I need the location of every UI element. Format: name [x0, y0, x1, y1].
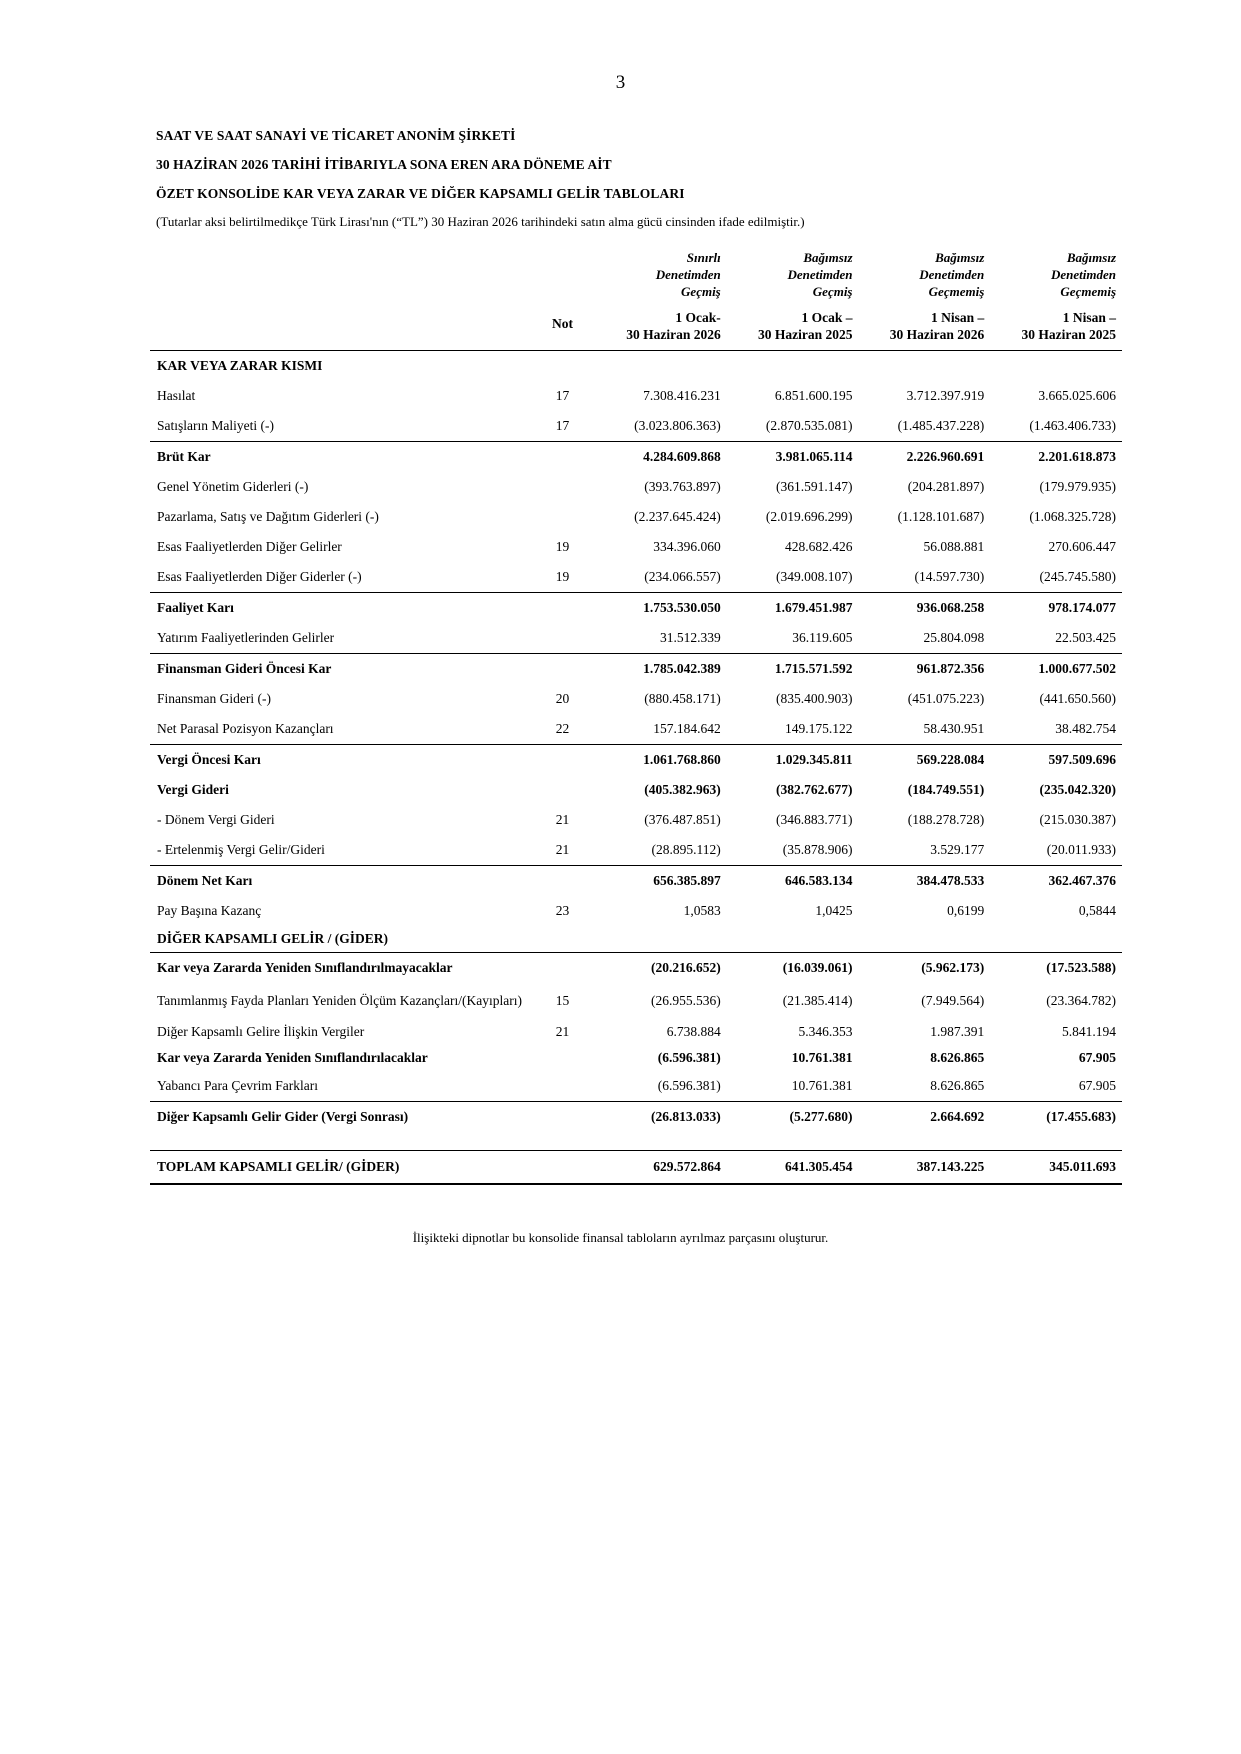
row-value: (361.591.147) [776, 479, 853, 494]
audit-status-header: Bağımsız Denetimden Geçmiş [787, 249, 853, 299]
row-label: TOPLAM KAPSAMLI GELİR/ (GİDER) [150, 1151, 530, 1185]
table-row [150, 502, 1122, 532]
row-value [727, 926, 859, 953]
row-value [595, 1132, 727, 1151]
header-blank [150, 246, 530, 302]
table-row [150, 1151, 1122, 1185]
row-note [530, 502, 595, 532]
row-value: 3.665.025.606 [1038, 388, 1116, 403]
row-value: 1.029.345.811 [727, 745, 859, 776]
row-value: 5.841.194 [1062, 1024, 1116, 1039]
row-value: (1.463.406.733) [1029, 418, 1116, 433]
header-blank [150, 302, 530, 351]
row-value [727, 1132, 859, 1151]
row-label: Satışların Maliyeti (-) [157, 418, 274, 433]
row-value: (7.949.564) [921, 993, 985, 1008]
row-value: 0,6199 [947, 903, 985, 918]
row-value [595, 926, 727, 953]
row-value: 629.572.864 [595, 1151, 727, 1185]
table-row [150, 472, 1122, 502]
row-value: (179.979.935) [1039, 479, 1116, 494]
row-value: 641.305.454 [727, 1151, 859, 1185]
row-value [859, 1132, 991, 1151]
footnote: İlişikteki dipnotlar bu konsolide finansal tabloların ayrılmaz parçasını oluşturur. [412, 1230, 829, 1245]
statement-title: ÖZET KONSOLİDE KAR VEYA ZARAR VE DİĞER KAPSAMLI GELİR TABLOLARI [156, 186, 685, 201]
row-value: (16.039.061) [727, 953, 859, 984]
row-value: 5.346.353 [798, 1024, 853, 1039]
period-header: 1 Ocak- 30 Haziran 2026 [595, 302, 727, 351]
row-value: (28.895.112) [651, 842, 721, 857]
table-row [150, 684, 1122, 714]
row-label: Vergi Öncesi Karı [150, 745, 530, 776]
row-note: 21 [555, 842, 570, 857]
row-value: (5.277.680) [727, 1102, 859, 1133]
row-value: (1.485.437.228) [897, 418, 985, 433]
row-value: 1,0583 [683, 903, 721, 918]
row-note [530, 351, 595, 382]
row-label: Pazarlama, Satış ve Dağıtım Giderleri (-) [157, 509, 379, 524]
row-value: 7.308.416.231 [643, 388, 721, 403]
row-label: Dönem Net Karı [150, 866, 530, 897]
row-value: 1,0425 [815, 903, 853, 918]
row-value: 67.905 [1078, 1078, 1116, 1093]
row-value: (17.455.683) [990, 1102, 1122, 1133]
row-value: 6.851.600.195 [774, 388, 853, 403]
table-row [150, 1045, 1122, 1071]
row-note: 22 [555, 721, 570, 736]
row-label: Faaliyet Karı [150, 593, 530, 624]
row-value: (235.042.320) [1039, 782, 1116, 797]
table-row [150, 442, 1122, 473]
row-value: 961.872.356 [859, 654, 991, 685]
row-value: 569.228.084 [859, 745, 991, 776]
table-row [150, 1019, 1122, 1045]
row-note [530, 1151, 595, 1185]
row-value: (26.955.536) [651, 993, 721, 1008]
row-value: (184.749.551) [907, 782, 985, 797]
row-value: (204.281.897) [907, 479, 985, 494]
table-row [150, 654, 1122, 685]
row-label [150, 1132, 530, 1151]
page-number: 3 [615, 72, 626, 93]
row-value: 149.175.122 [785, 721, 853, 736]
row-note: 17 [555, 388, 570, 403]
row-value: 1.785.042.389 [595, 654, 727, 685]
row-value: 428.682.426 [785, 539, 853, 554]
spacer-row [150, 1132, 1122, 1151]
row-note: 21 [555, 1024, 570, 1039]
table-row [150, 381, 1122, 411]
row-value: (5.962.173) [859, 953, 991, 984]
row-label: Brüt Kar [150, 442, 530, 473]
row-value: (2.019.696.299) [765, 509, 853, 524]
row-value: 10.761.381 [791, 1078, 853, 1093]
row-value: 1.061.768.860 [595, 745, 727, 776]
row-note [530, 1132, 595, 1151]
table-row [150, 805, 1122, 835]
row-value: (451.075.223) [907, 691, 985, 706]
row-label: Kar veya Zararda Yeniden Sınıflandırılmayacaklar [150, 953, 530, 984]
row-value: 1.679.451.987 [727, 593, 859, 624]
table-row [150, 835, 1122, 866]
row-value [859, 926, 991, 953]
row-label: Yabancı Para Çevrim Farkları [157, 1078, 318, 1093]
audit-status-header: Bağımsız Denetimden Geçmemiş [919, 249, 985, 299]
row-value: 31.512.339 [660, 630, 721, 645]
row-value: 8.626.865 [930, 1078, 985, 1093]
row-label: Tanımlanmış Fayda Planları Yeniden Ölçüm Kazançları/(Kayıpları) [157, 993, 522, 1008]
row-note [530, 442, 595, 473]
table-row [150, 926, 1122, 953]
row-value: 362.467.376 [990, 866, 1122, 897]
row-value: 56.088.881 [923, 539, 985, 554]
table-row [150, 983, 1122, 1019]
row-note [530, 623, 595, 654]
row-label: Net Parasal Pozisyon Kazançları [157, 721, 334, 736]
row-value: (835.400.903) [776, 691, 853, 706]
table-row [150, 562, 1122, 593]
row-note [530, 1102, 595, 1133]
audit-status-header-row [150, 246, 1122, 302]
note-column-header: Not [530, 302, 595, 351]
row-label: Vergi Gideri [157, 782, 229, 797]
table-row [150, 1102, 1122, 1133]
table-row [150, 745, 1122, 776]
row-note [530, 1071, 595, 1102]
row-value: 8.626.865 [930, 1050, 985, 1065]
period-header: 1 Ocak – 30 Haziran 2025 [727, 302, 859, 351]
row-label: - Dönem Vergi Gideri [157, 812, 275, 827]
period-title: 30 HAZİRAN 2026 TARİHİ İTİBARIYLA SONA EREN ARA DÖNEME AİT [156, 157, 612, 172]
row-note: 20 [555, 691, 570, 706]
row-value: 334.396.060 [653, 539, 721, 554]
row-note [530, 926, 595, 953]
row-value [727, 351, 859, 382]
row-value: 25.804.098 [923, 630, 985, 645]
row-label: Yatırım Faaliyetlerinden Gelirler [157, 630, 335, 645]
row-value: 38.482.754 [1055, 721, 1116, 736]
row-label: Kar veya Zararda Yeniden Sınıflandırılacaklar [157, 1050, 428, 1065]
row-label: KAR VEYA ZARAR KISMI [157, 358, 323, 373]
row-value: 67.905 [1078, 1050, 1116, 1065]
row-value: 270.606.447 [1048, 539, 1116, 554]
audit-status-header: Sınırlı Denetimden Geçmiş [655, 249, 721, 299]
row-label: Diğer Kapsamlı Gelire İlişkin Vergiler [157, 1024, 365, 1039]
table-row [150, 953, 1122, 984]
row-value: (17.523.588) [990, 953, 1122, 984]
table-row [150, 866, 1122, 897]
row-value: 10.761.381 [791, 1050, 853, 1065]
period-header: 1 Nisan – 30 Haziran 2025 [990, 302, 1122, 351]
table-row [150, 593, 1122, 624]
row-note [530, 775, 595, 805]
table-row [150, 714, 1122, 745]
row-label: Finansman Gideri (-) [157, 691, 271, 706]
row-value [990, 926, 1122, 953]
row-value: (3.023.806.363) [634, 418, 721, 433]
row-note: 15 [555, 993, 570, 1008]
row-value [595, 351, 727, 382]
row-value: (1.068.325.728) [1029, 509, 1116, 524]
row-value: 2.664.692 [859, 1102, 991, 1133]
row-value: (441.650.560) [1039, 691, 1116, 706]
row-note: 19 [555, 569, 570, 584]
row-value: 6.738.884 [666, 1024, 721, 1039]
row-label: Esas Faaliyetlerden Diğer Gelirler [157, 539, 342, 554]
company-name: SAAT VE SAAT SANAYİ VE TİCARET ANONİM ŞİRKETİ [156, 128, 516, 143]
row-value: 22.503.425 [1055, 630, 1116, 645]
row-value: (234.066.557) [644, 569, 721, 584]
row-value: (346.883.771) [776, 812, 853, 827]
row-value: (26.813.033) [595, 1102, 727, 1133]
row-value: (35.878.906) [782, 842, 853, 857]
income-statement-table [150, 246, 1122, 1185]
row-value: 1.753.530.050 [595, 593, 727, 624]
period-header: 1 Nisan – 30 Haziran 2026 [859, 302, 991, 351]
row-label: Esas Faaliyetlerden Diğer Giderler (-) [157, 569, 362, 584]
row-value: (6.596.381) [657, 1078, 721, 1093]
row-value: 387.143.225 [859, 1151, 991, 1185]
table-row [150, 411, 1122, 442]
row-note [530, 745, 595, 776]
table-row [150, 532, 1122, 562]
audit-status-header: Bağımsız Denetimden Geçmemiş [1051, 249, 1116, 299]
row-value: (245.745.580) [1039, 569, 1116, 584]
row-value: (880.458.171) [644, 691, 721, 706]
row-note: 23 [555, 903, 570, 918]
period-header-row [150, 302, 1122, 351]
row-label: Hasılat [157, 388, 196, 403]
table-row [150, 623, 1122, 654]
currency-note: (Tutarlar aksi belirtilmedikçe Türk Lirası'nın (“TL”) 30 Haziran 2026 tarihindeki satın alma gücü cinsinden ifade edilmiştir.) [156, 214, 805, 229]
row-value: (1.128.101.687) [897, 509, 985, 524]
row-value: (2.237.645.424) [634, 509, 721, 524]
row-label: DİĞER KAPSAMLI GELİR / (GİDER) [157, 931, 389, 946]
row-value: 597.509.696 [990, 745, 1122, 776]
row-value: 1.000.677.502 [990, 654, 1122, 685]
row-value: (14.597.730) [914, 569, 985, 584]
table-row [150, 775, 1122, 805]
row-note [530, 1045, 595, 1071]
row-value: (215.030.387) [1039, 812, 1116, 827]
row-note [530, 953, 595, 984]
row-value: (6.596.381) [657, 1050, 721, 1065]
row-value: 0,5844 [1078, 903, 1116, 918]
row-label: Finansman Gideri Öncesi Kar [150, 654, 530, 685]
row-value: (349.008.107) [776, 569, 853, 584]
row-value: (376.487.851) [644, 812, 721, 827]
row-value: (20.216.652) [595, 953, 727, 984]
row-value: 384.478.533 [859, 866, 991, 897]
row-value: (23.364.782) [1046, 993, 1116, 1008]
row-label: Pay Başına Kazanç [157, 903, 262, 918]
row-value: (2.870.535.081) [765, 418, 853, 433]
row-value: 1.987.391 [930, 1024, 985, 1039]
row-note [530, 472, 595, 502]
row-value [859, 351, 991, 382]
row-value: 1.715.571.592 [727, 654, 859, 685]
row-value: (21.385.414) [782, 993, 853, 1008]
row-value: (382.762.677) [776, 782, 853, 797]
row-value: 345.011.693 [990, 1151, 1122, 1185]
row-label: - Ertelenmiş Vergi Gelir/Gideri [157, 842, 325, 857]
table-row [150, 896, 1122, 926]
row-value: (188.278.728) [907, 812, 985, 827]
row-label: Diğer Kapsamlı Gelir Gider (Vergi Sonrası) [150, 1102, 530, 1133]
row-value [990, 1132, 1122, 1151]
row-label: Genel Yönetim Giderleri (-) [157, 479, 309, 494]
row-value: 3.981.065.114 [727, 442, 859, 473]
row-value: 4.284.609.868 [595, 442, 727, 473]
row-note: 21 [555, 812, 570, 827]
row-value: 3.529.177 [930, 842, 985, 857]
row-value: 157.184.642 [653, 721, 721, 736]
row-value: (405.382.963) [644, 782, 721, 797]
table-row [150, 1071, 1122, 1102]
row-note [530, 593, 595, 624]
row-note: 19 [555, 539, 570, 554]
row-value: (20.011.933) [1046, 842, 1116, 857]
row-note: 17 [555, 418, 570, 433]
row-value [990, 351, 1122, 382]
row-note [530, 654, 595, 685]
row-value: 58.430.951 [923, 721, 985, 736]
row-value: 978.174.077 [990, 593, 1122, 624]
row-value: 656.385.897 [595, 866, 727, 897]
row-value: (393.763.897) [644, 479, 721, 494]
row-value: 2.226.960.691 [859, 442, 991, 473]
header-blank [530, 246, 595, 302]
row-value: 936.068.258 [859, 593, 991, 624]
row-value: 3.712.397.919 [906, 388, 985, 403]
row-value: 646.583.134 [727, 866, 859, 897]
table-row [150, 351, 1122, 382]
row-value: 2.201.618.873 [990, 442, 1122, 473]
row-value: 36.119.605 [792, 630, 853, 645]
row-note [530, 866, 595, 897]
